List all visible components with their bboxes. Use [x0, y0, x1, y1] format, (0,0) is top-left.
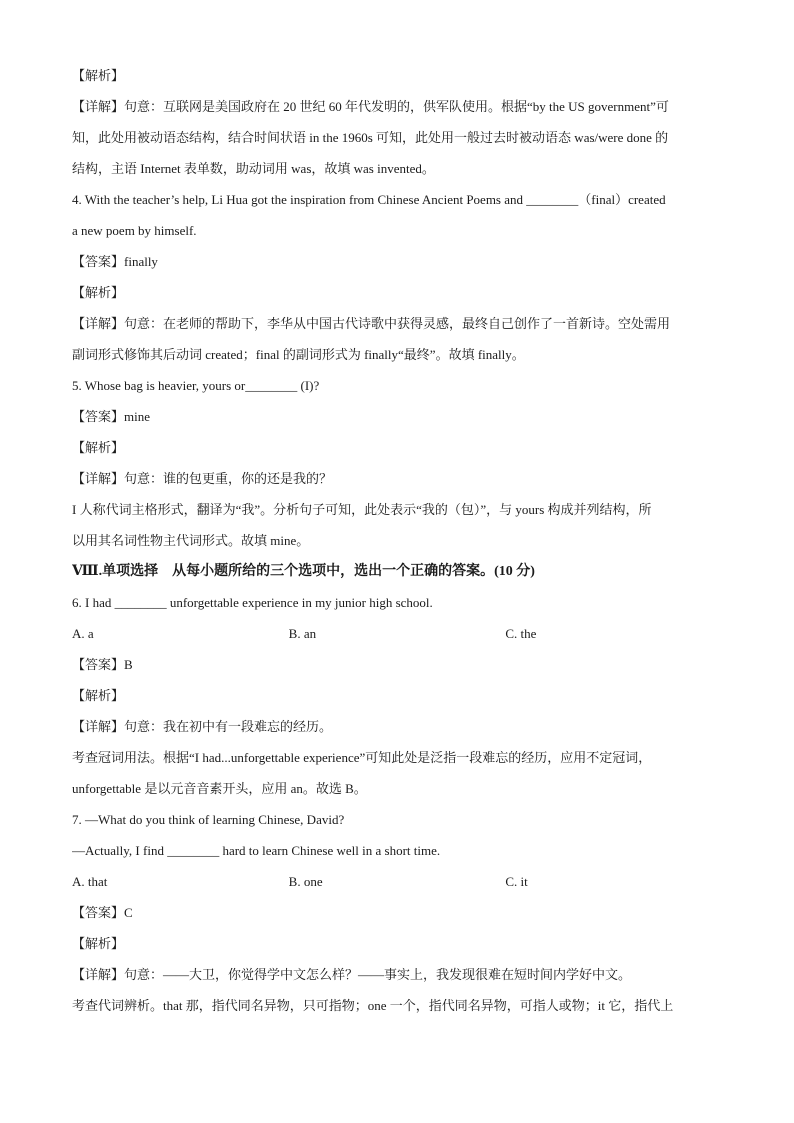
analysis-label-3: 【解析】 — [72, 68, 125, 83]
detail-4-line-1: 【详解】句意：在老师的帮助下，李华从中国古代诗歌中获得灵感，最终自己创作了一首新诗。空处需用 — [72, 316, 671, 331]
detail-5-line-3: 以用其名词性物主代词形式。故填 mine。 — [72, 533, 310, 548]
option-a: A. that — [72, 874, 108, 889]
analysis-label-7: 【解析】 — [72, 936, 125, 951]
analysis-label-6: 【解析】 — [72, 688, 125, 703]
answer-6: 【答案】B — [72, 657, 133, 672]
analysis-label-4: 【解析】 — [72, 285, 125, 300]
detail-3-line-2: 知，此处用被动语态结构，结合时间状语 in the 1960s 可知，此处用一般过去时被动语态 was/were done 的 — [72, 130, 669, 145]
section-heading: Ⅷ.单项选择 从每小题所给的三个选项中，选出一个正确的答案。(10 分) — [72, 564, 535, 579]
question-4-line-1: 4. With the teacher’s help, Li Hua got the inspiration from Chinese Ancient Poems and ________（final）created — [72, 192, 666, 207]
question-4-line-2: a new poem by himself. — [72, 223, 197, 238]
detail-3-line-1: 【详解】句意：互联网是美国政府在 20 世纪 60 年代发明的，供军队使用。根据“by the US government”可 — [72, 99, 669, 114]
option-b: B. an — [288, 626, 317, 641]
option-a: A. a — [72, 626, 94, 641]
answer-7: 【答案】C — [72, 905, 133, 920]
detail-6-line-3: unforgettable 是以元音音素开头，应用 an。故选 B。 — [72, 781, 367, 796]
question-5: 5. Whose bag is heavier, yours or________ (I)? — [72, 378, 320, 393]
question-6: 6. I had ________ unforgettable experience in my junior high school. — [72, 595, 433, 610]
detail-7-line-2: 考查代词辨析。that 那，指代同名异物，只可指物；one 一个，指代同名异物，可指人或物；it 它，指代上 — [72, 998, 674, 1013]
option-c: C. the — [505, 626, 537, 641]
question-7-line-2: —Actually, I find ________ hard to learn Chinese well in a short time. — [72, 843, 441, 858]
detail-4-line-2: 副词形式修饰其后动词 created；final 的副词形式为 finally“最终”。故填 finally。 — [72, 347, 525, 362]
detail-5-line-2: I 人称代词主格形式，翻译为“我”。分析句子可知，此处表示“我的（包）”，与 yours 构成并列结构，所 — [72, 502, 652, 517]
answer-5: 【答案】mine — [72, 409, 150, 424]
option-b: B. one — [288, 874, 323, 889]
question-7-options — [72, 870, 722, 901]
option-c: C. it — [505, 874, 528, 889]
detail-6-line-2: 考查冠词用法。根据“I had...unforgettable experience”可知此处是泛指一段难忘的经历，应用不定冠词， — [72, 750, 652, 765]
question-6-options — [72, 622, 722, 653]
analysis-label-5: 【解析】 — [72, 440, 125, 455]
detail-6-line-1: 【详解】句意：我在初中有一段难忘的经历。 — [72, 719, 333, 734]
detail-3-line-3: 结构，主语 Internet 表单数，助动词用 was，故填 was invented。 — [72, 161, 435, 176]
detail-5-line-1: 【详解】句意：谁的包更重，你的还是我的？ — [72, 471, 333, 486]
answer-4: 【答案】finally — [72, 254, 158, 269]
question-7-line-1: 7. —What do you think of learning Chinese, David? — [72, 812, 345, 827]
detail-7-line-1: 【详解】句意：——大卫，你觉得学中文怎么样？——事实上，我发现很难在短时间内学好中文。 — [72, 967, 632, 982]
